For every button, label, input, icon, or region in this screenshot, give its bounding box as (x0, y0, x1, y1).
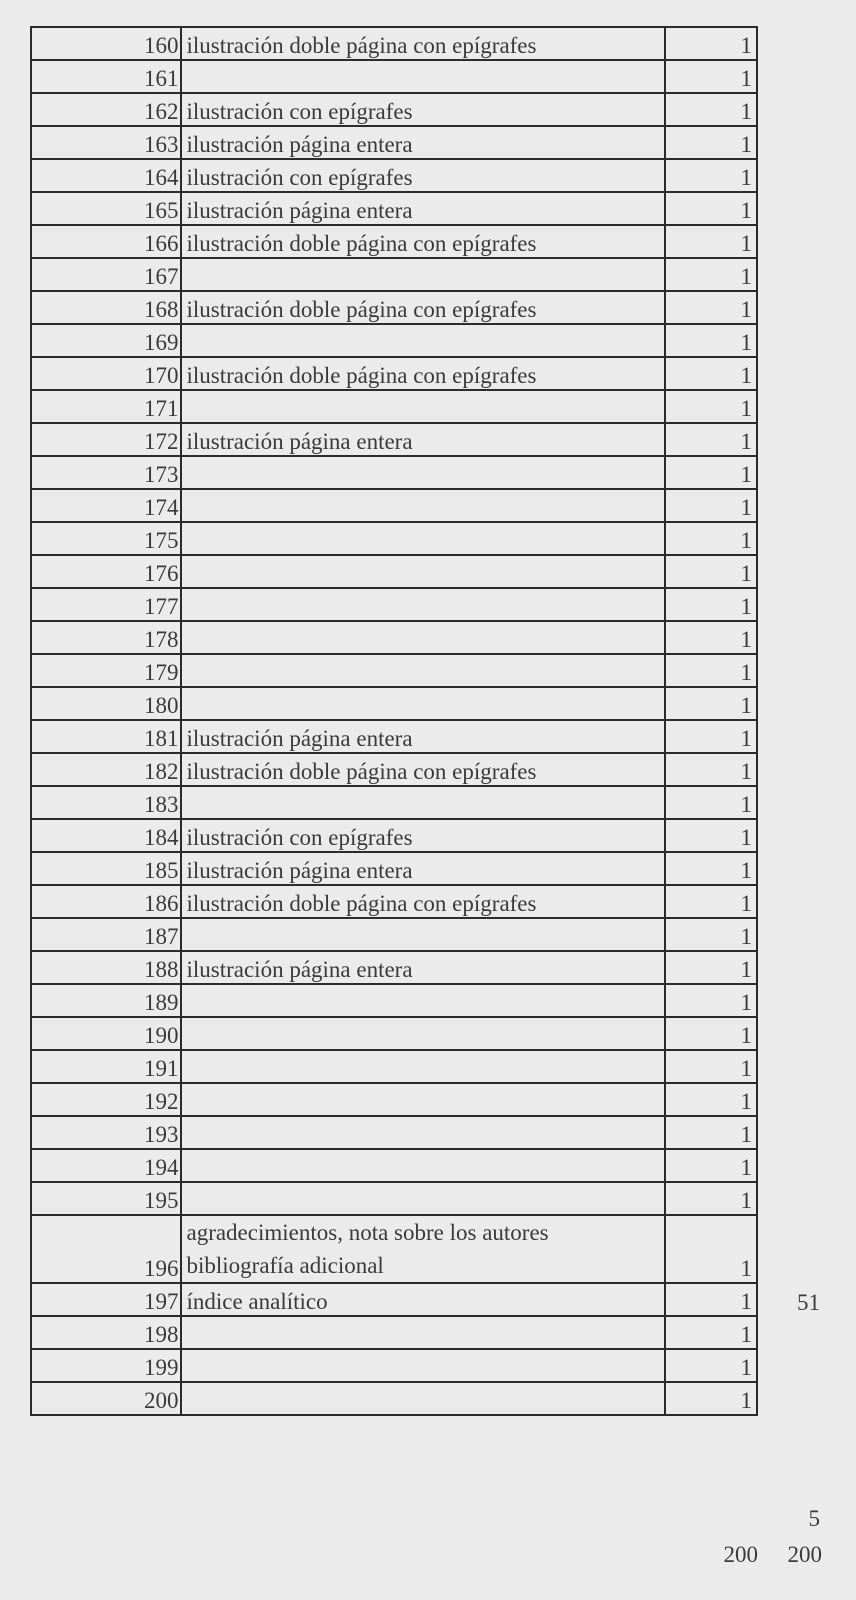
count-cell: 1 (665, 27, 757, 60)
table-row (31, 1149, 757, 1182)
count-cell: 1 (665, 720, 757, 753)
page-number-cell: 171 (31, 390, 181, 423)
count-cell: 1 (665, 1017, 757, 1050)
description-cell (181, 1116, 665, 1149)
description-cell: índice analítico (181, 1283, 665, 1316)
count-cell: 1 (665, 1316, 757, 1349)
page-number-cell: 198 (31, 1316, 181, 1349)
page-number-cell: 199 (31, 1349, 181, 1382)
table-body (31, 27, 757, 1415)
count-cell: 1 (665, 753, 757, 786)
table-row (31, 687, 757, 720)
description-cell: ilustración doble página con epígrafes (181, 291, 665, 324)
page-count-table (30, 26, 758, 1416)
page-number-cell: 164 (31, 159, 181, 192)
description-cell (181, 258, 665, 291)
description-cell (181, 555, 665, 588)
page-number-cell: 194 (31, 1149, 181, 1182)
description-cell (181, 654, 665, 687)
table-row (31, 1215, 757, 1283)
count-cell: 1 (665, 1083, 757, 1116)
page-number-cell: 174 (31, 489, 181, 522)
page-number-cell: 184 (31, 819, 181, 852)
table-row (31, 951, 757, 984)
count-cell: 1 (665, 654, 757, 687)
description-cell (181, 588, 665, 621)
page-number-cell: 193 (31, 1116, 181, 1149)
description-cell (181, 1316, 665, 1349)
count-cell: 1 (665, 60, 757, 93)
description-cell: ilustración página entera (181, 852, 665, 885)
table-row (31, 1083, 757, 1116)
description-cell: ilustración página entera (181, 192, 665, 225)
page-number-cell: 176 (31, 555, 181, 588)
table-row (31, 423, 757, 456)
count-cell: 1 (665, 621, 757, 654)
description-cell: ilustración doble página con epígrafes (181, 225, 665, 258)
description-cell (181, 60, 665, 93)
page-number-cell: 175 (31, 522, 181, 555)
subtotal-note: 5 (808, 1506, 820, 1531)
count-cell: 1 (665, 159, 757, 192)
table-row (31, 1017, 757, 1050)
page-number-cell: 185 (31, 852, 181, 885)
count-cell: 1 (665, 951, 757, 984)
count-cell: 1 (665, 291, 757, 324)
description-cell (181, 1050, 665, 1083)
page-number-cell: 161 (31, 60, 181, 93)
count-total: 200 (723, 1542, 758, 1567)
count-cell: 1 (665, 786, 757, 819)
table-row (31, 1116, 757, 1149)
table-row (31, 60, 757, 93)
table-row (31, 126, 757, 159)
count-cell: 1 (665, 489, 757, 522)
table-row (31, 753, 757, 786)
count-cell: 1 (665, 588, 757, 621)
table-row (31, 555, 757, 588)
table-row (31, 159, 757, 192)
count-cell: 1 (665, 1182, 757, 1215)
table-row (31, 654, 757, 687)
count-cell: 1 (665, 1349, 757, 1382)
table-row (31, 786, 757, 819)
table-row (31, 819, 757, 852)
page-number-cell: 183 (31, 786, 181, 819)
page-number-cell: 162 (31, 93, 181, 126)
description-line: agradecimientos, nota sobre los autores (186, 1220, 549, 1245)
count-cell: 1 (665, 819, 757, 852)
page-number-cell: 188 (31, 951, 181, 984)
count-cell: 1 (665, 984, 757, 1017)
page-number-cell: 182 (31, 753, 181, 786)
table-row (31, 324, 757, 357)
count-cell: 1 (665, 456, 757, 489)
page-number-cell: 170 (31, 357, 181, 390)
page-number-cell: 173 (31, 456, 181, 489)
description-cell (181, 1215, 665, 1283)
description-cell (181, 1182, 665, 1215)
page-number-cell: 191 (31, 1050, 181, 1083)
description-cell (181, 621, 665, 654)
count-cell: 1 (665, 1116, 757, 1149)
description-cell (181, 522, 665, 555)
page-number-cell: 178 (31, 621, 181, 654)
page-number-cell: 160 (31, 27, 181, 60)
description-cell (181, 456, 665, 489)
description-cell (181, 1382, 665, 1415)
description-line: bibliografía adicional (186, 1253, 384, 1278)
table-row (31, 93, 757, 126)
description-cell: ilustración doble página con epígrafes (181, 885, 665, 918)
page-number-cell: 192 (31, 1083, 181, 1116)
table-row (31, 852, 757, 885)
table-row (31, 192, 757, 225)
table-row (31, 258, 757, 291)
table-row (31, 291, 757, 324)
count-cell: 1 (665, 1050, 757, 1083)
page-number-cell: 163 (31, 126, 181, 159)
description-cell (181, 1017, 665, 1050)
description-cell (181, 687, 665, 720)
count-cell: 1 (665, 885, 757, 918)
table-row (31, 1182, 757, 1215)
description-cell: ilustración con epígrafes (181, 819, 665, 852)
count-cell: 1 (665, 324, 757, 357)
count-cell: 1 (665, 192, 757, 225)
description-cell: ilustración página entera (181, 423, 665, 456)
count-cell: 1 (665, 390, 757, 423)
description-cell (181, 1083, 665, 1116)
table-row (31, 27, 757, 60)
description-cell: ilustración con epígrafes (181, 159, 665, 192)
description-cell (181, 390, 665, 423)
count-cell: 1 (665, 522, 757, 555)
table-row (31, 720, 757, 753)
count-cell: 1 (665, 918, 757, 951)
description-cell: ilustración doble página con epígrafes (181, 357, 665, 390)
table-row (31, 918, 757, 951)
description-cell (181, 786, 665, 819)
description-cell (181, 489, 665, 522)
description-cell: ilustración página entera (181, 951, 665, 984)
page-number-cell: 169 (31, 324, 181, 357)
count-cell: 1 (665, 126, 757, 159)
description-cell: ilustración página entera (181, 126, 665, 159)
description-cell: ilustración con epígrafes (181, 93, 665, 126)
count-cell: 1 (665, 357, 757, 390)
count-cell: 1 (665, 555, 757, 588)
description-cell: ilustración página entera (181, 720, 665, 753)
table-row (31, 489, 757, 522)
table-row (31, 522, 757, 555)
page-number-cell: 196 (31, 1215, 181, 1283)
table-row (31, 1349, 757, 1382)
page-number-cell: 165 (31, 192, 181, 225)
count-cell: 1 (665, 423, 757, 456)
table-row (31, 390, 757, 423)
page-number-cell: 189 (31, 984, 181, 1017)
page-number-cell: 172 (31, 423, 181, 456)
count-cell: 1 (665, 687, 757, 720)
count-cell: 1 (665, 1283, 757, 1316)
description-cell (181, 1349, 665, 1382)
count-cell: 1 (665, 852, 757, 885)
table-row (31, 621, 757, 654)
page-number-cell: 181 (31, 720, 181, 753)
page-number-cell: 190 (31, 1017, 181, 1050)
table-row (31, 1050, 757, 1083)
page-number-cell: 168 (31, 291, 181, 324)
count-cell: 1 (665, 1382, 757, 1415)
count-cell: 1 (665, 1149, 757, 1182)
table-row (31, 225, 757, 258)
count-cell: 1 (665, 258, 757, 291)
page-number-cell: 195 (31, 1182, 181, 1215)
description-cell: ilustración doble página con epígrafes (181, 27, 665, 60)
table-row (31, 885, 757, 918)
count-cell: 1 (665, 1215, 757, 1283)
page-number-cell: 179 (31, 654, 181, 687)
table-row (31, 588, 757, 621)
count-cell: 1 (665, 225, 757, 258)
page-number-cell: 166 (31, 225, 181, 258)
table-row (31, 1316, 757, 1349)
description-cell (181, 984, 665, 1017)
page-number-cell: 177 (31, 588, 181, 621)
table-row (31, 357, 757, 390)
page-number-cell: 187 (31, 918, 181, 951)
page-number-cell: 197 (31, 1283, 181, 1316)
page-number-cell: 180 (31, 687, 181, 720)
description-cell: ilustración doble página con epígrafes (181, 753, 665, 786)
table-row (31, 456, 757, 489)
table-row (31, 1283, 757, 1316)
page-number-cell: 167 (31, 258, 181, 291)
description-cell (181, 1149, 665, 1182)
subtotal-note: 51 (797, 1290, 820, 1315)
description-cell (181, 324, 665, 357)
table-row (31, 984, 757, 1017)
side-total: 200 (787, 1542, 822, 1567)
count-cell: 1 (665, 93, 757, 126)
table-row (31, 1382, 757, 1415)
page-number-cell: 186 (31, 885, 181, 918)
description-cell (181, 918, 665, 951)
page-number-cell: 200 (31, 1382, 181, 1415)
